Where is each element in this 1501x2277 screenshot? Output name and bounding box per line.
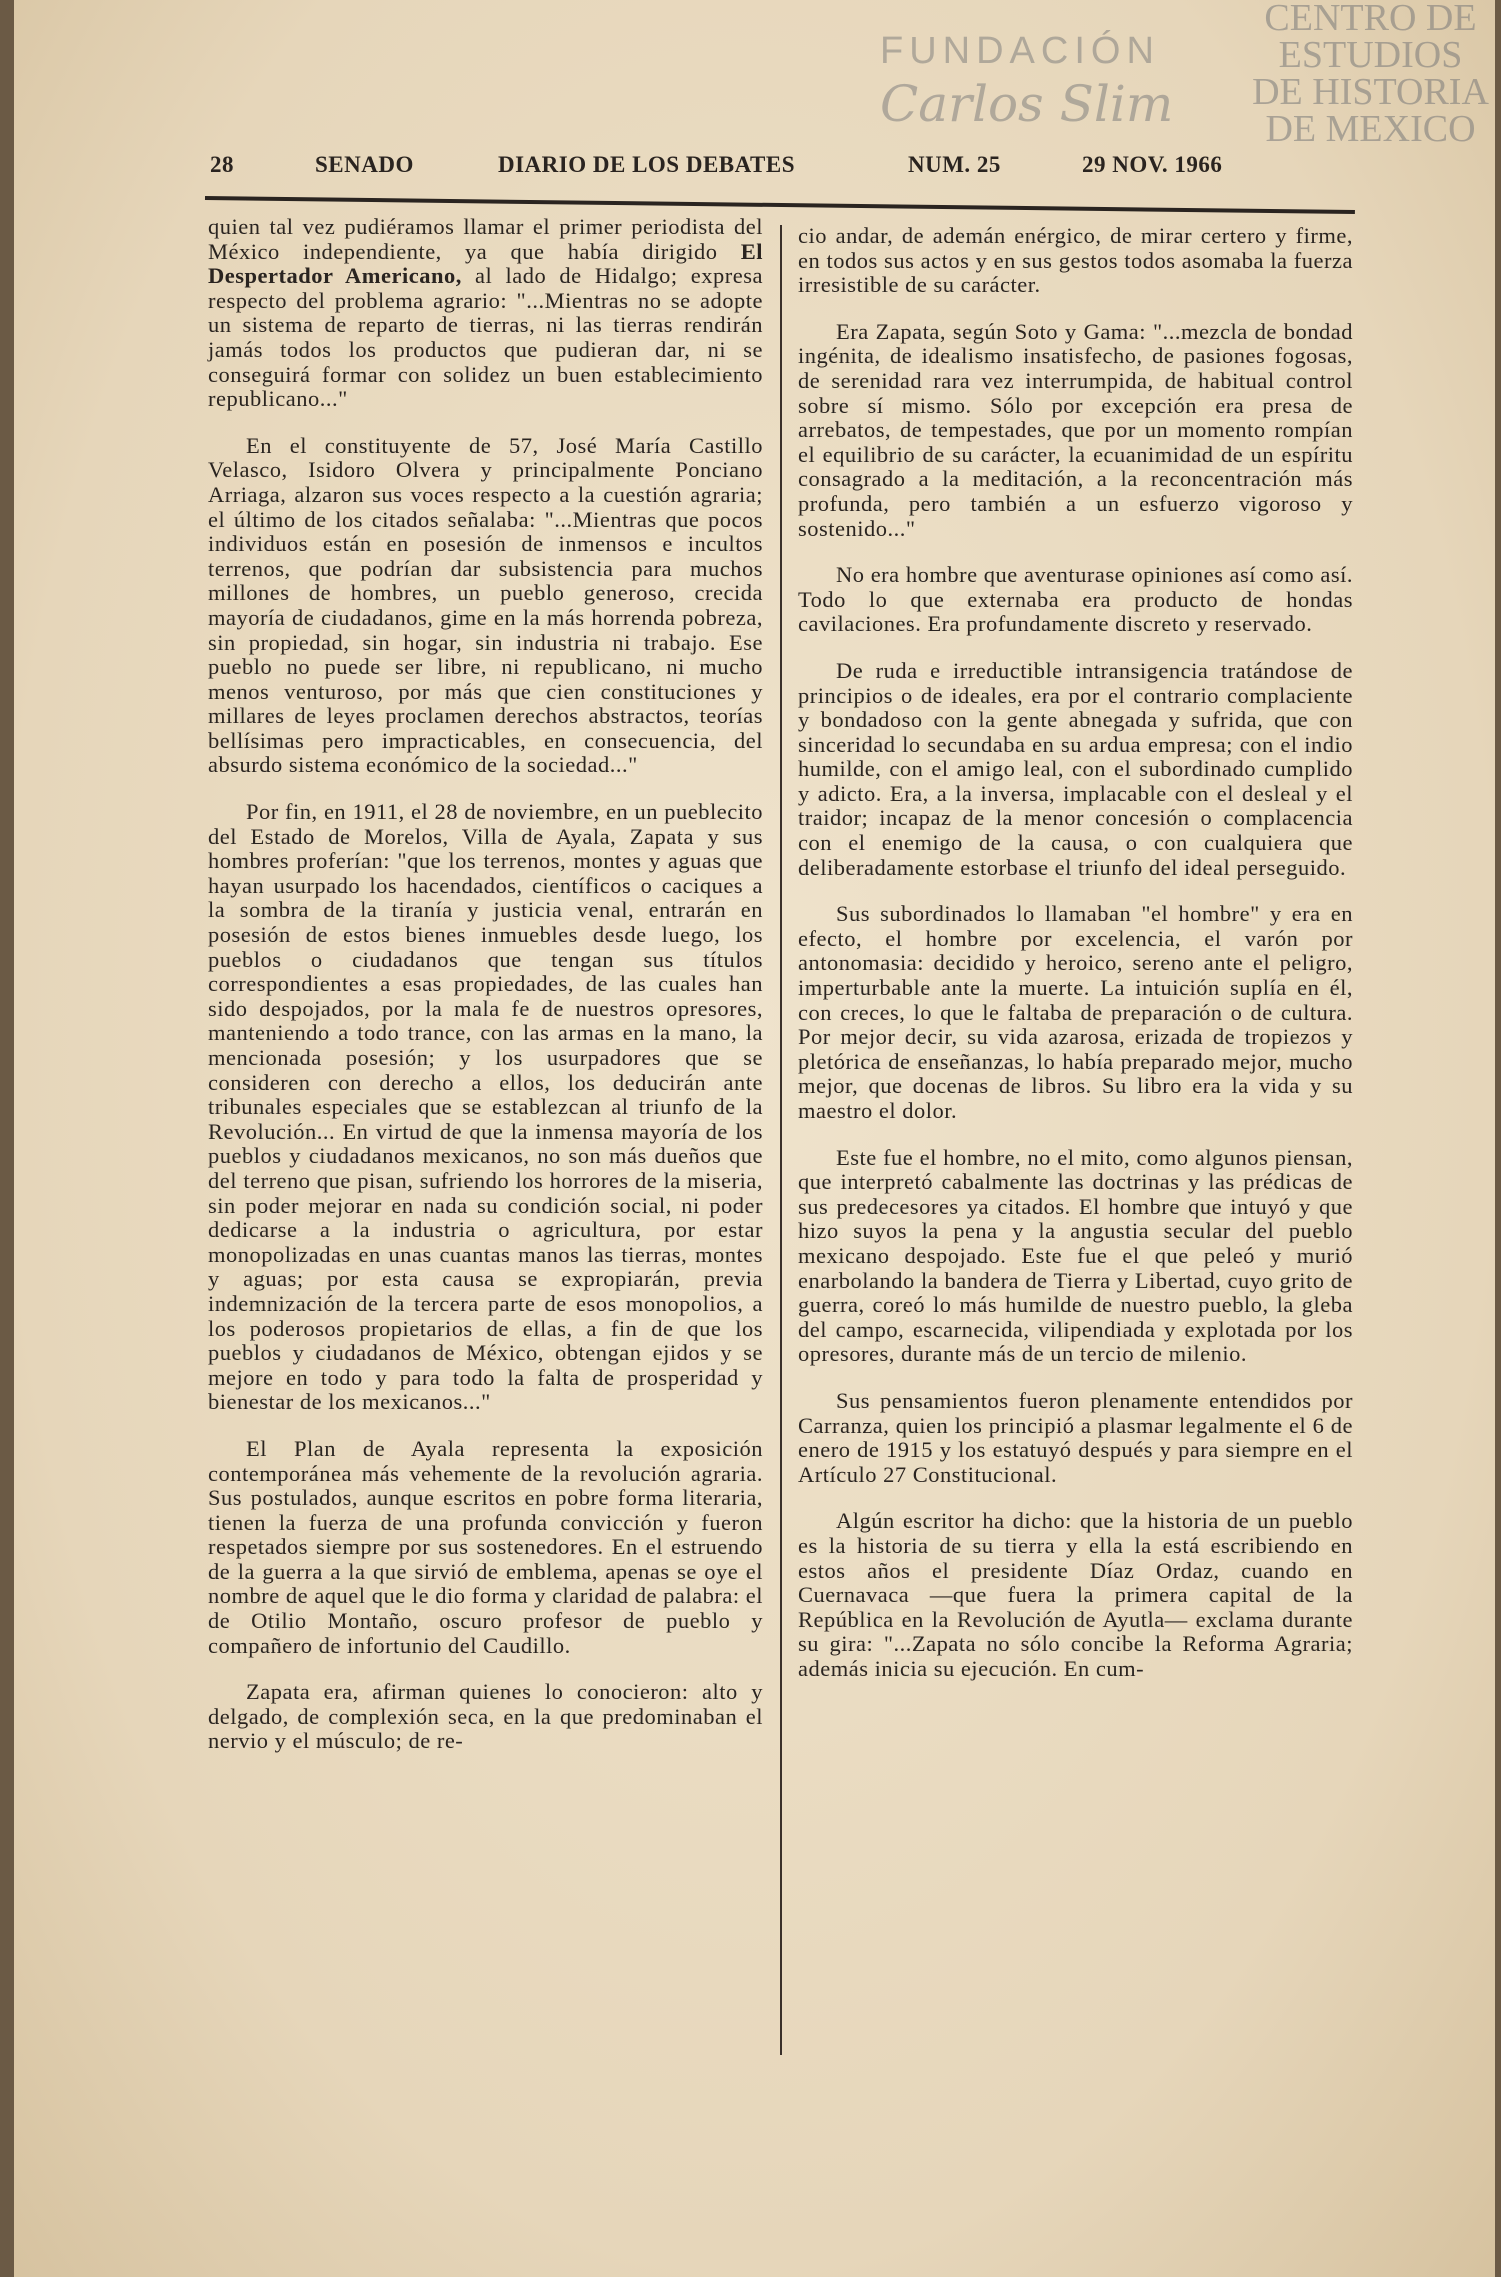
left-column: [208, 215, 763, 1776]
header-rule: [205, 196, 1355, 214]
left-paragraph-1: [208, 215, 763, 412]
right-paragraph-1: cio andar, de ademán enérgico, de mirar certero y firme, en todos sus actos y en sus gestos todos asomaba la fuerza irresistible de su carácter.: [798, 223, 1353, 298]
text: quien tal vez pudiéramos llamar el primer periodista del México independiente, ya que había dirigido: [208, 214, 763, 264]
left-paragraph-4: El Plan de Ayala representa la exposición contemporánea más vehemente de la revolución agraria. Sus postulados, aunque escritos en pobre forma literaria, tienen la fuerza de una profunda convicción y fueron respetados siempre por sus sostenedores. En el estruendo de la guerra a la que sirvió de emblema, apenas se oye el nombre de aquel que le dio forma y claridad de palabra: el de Otilio Montaño, oscuro profesor de pueblo y compañero de infortunio del Caudillo.: [208, 1435, 763, 1658]
page-edge-left: [0, 0, 14, 2277]
chamber: SENADO: [315, 152, 414, 177]
page-edge-right: [1495, 0, 1501, 2277]
newspaper-name: El Despertador Americano,: [208, 238, 763, 289]
watermark-centro: [1248, 0, 1493, 148]
page-header: [200, 152, 1260, 192]
issue-date: 29 NOV. 1966: [1082, 152, 1223, 177]
right-paragraph-7: Sus pensamientos fueron plenamente entendidos por Carranza, quien los principió a plasmar legalmente el 6 de enero de 1915 y los estatuyó después y para siempre en el Artículo 27 Constitucional.: [798, 1387, 1353, 1487]
issue-number: NUM. 25: [908, 152, 1001, 177]
left-paragraph-3: Por fin, en 1911, el 28 de noviembre, en un pueblecito del Estado de Morelos, Villa de Ayala, Zapata y sus hombres proferían: "que los terrenos, montes y aguas que hayan usurpado los hacendados, científicos o caciques a la sombra de la tiranía y justicia venal, entrarán en posesión de estos bienes inmuebles desde luego, los pueblos o ciudadanos que tengan sus títulos correspondientes a esas propiedades, de las cuales han sido despojados, por la mala fe de nuestros opresores, manteniendo a todo trance, con las armas en la mano, la mencionada posesión; y los usurpadores que se consideren con derecho a ellos, los deducirán ante tribunales especiales que se establezcan al triunfo de la Revolución... En virtud de que la inmensa mayoría de los pueblos y ciudadanos mexicanos, no son más dueños que del terreno que pisan, sufriendo los horrores de la miseria, sin poder mejorar en nada su condición social, ni poder dedicarse a la industria o agricultura, por estar monopolizadas en unas cuantas manos las tierras, montes y aguas; por esta causa se expropiarán, previa indemnización de la tercera parte de esos monopolios, a los poderosos propietarios de ellas, a fin de que los pueblos y ciudadanos de México, obtengan ejidos y se mejore en todo y para todo la falta de prosperidad y bienestar de los mexicanos...": [208, 799, 763, 1415]
watermark-line: DE MEXICO: [1265, 108, 1476, 150]
right-paragraph-6: Este fue el hombre, no el mito, como algunos piensan, que interpretó cabalmente las doctrinas y las prédicas de sus predecesores ya citados. El hombre que intuyó y que hizo suyos la pena y la angustia secular del pueblo mexicano despojado. Este fue el que peleó y murió enarbolando la bandera de Tierra y Libertad, cuyo grito de guerra, coreó lo más humilde de nuestro pueblo, la gleba del campo, escarnecida, vilipendiada y explotada por los opresores, durante más de un tercio de milenio.: [798, 1144, 1353, 1367]
column-divider: [780, 225, 782, 2055]
publication-title: DIARIO DE LOS DEBATES: [498, 152, 796, 177]
right-column: [798, 224, 1353, 1703]
right-paragraph-4: De ruda e irreductible intransigencia tratándose de principios o de ideales, era por el contrario complaciente y bondadoso con la gente abnegada y sufrida, que con sinceridad lo secundaba en su ardua empresa; con el indio humilde, con el amigo leal, con el subordinado cumplido y adicto. Era, a la inversa, implacable con el desleal y el traidor; incapaz de la menor concesión o complacencia con el enemigo de la causa, o con cualquiera que deliberadamente estorbase el triunfo del ideal perseguido.: [798, 657, 1353, 880]
right-paragraph-5: Sus subordinados lo llamaban "el hombre" y era en efecto, el hombre por excelencia, el varón por antonomasia: decidido y heroico, sereno ante el peligro, imperturbable ante la muerte. La intuición suplía en él, con creces, lo que le faltaba de preparación o de cultura. Por mejor decir, su vida azarosa, erizada de tropiezos y pletórica de enseñanzas, lo había preparado mejor, mucho mejor, que docenas de libros. Su libro era la vida y su maestro el dolor.: [798, 901, 1353, 1123]
watermark-signature: Carlos Slim: [880, 75, 1174, 133]
page-number: 28: [210, 152, 234, 177]
text: al lado de Hidalgo; expresa respecto del problema agrario: "...Mientras no se adopte un sistema de reparto de tierras, ni las tierras rendirán jamás todos los productos que pudieran dar, ni se conseguirá formar con solidez un buen establecimiento republicano...": [208, 263, 763, 412]
left-paragraph-5: Zapata era, afirman quienes lo conocieron: alto y delgado, de complexión seca, en la que predominaban el nervio y el músculo; de re-: [208, 1679, 763, 1754]
watermark-line: CENTRO DE: [1264, 0, 1477, 39]
right-paragraph-3: No era hombre que aventurase opiniones así como así. Todo lo que externaba era producto de hondas cavilaciones. Era profundamente discreto y reservado.: [798, 562, 1353, 637]
right-paragraph-2: Era Zapata, según Soto y Gama: "...mezcla de bondad ingénita, de idealismo insatisfecho, de pasiones fogosas, de serenidad rara vez interrumpida, de habitual control sobre sí mismo. Sólo por excepción era presa de arrebatos, de tempestades, que por un momento rompían el equilibrio de su carácter, la ecuanimidad de un espíritu consagrado a la meditación, a la reconcentración más profunda, pero también a un esfuerzo vigoroso y sostenido...": [798, 318, 1353, 541]
watermark-fundacion: FUNDACIÓN: [880, 30, 1160, 72]
left-paragraph-2: En el constituyente de 57, José María Castillo Velasco, Isidoro Olvera y principalmente Ponciano Arriaga, alzaron sus voces respecto a la cuestión agraria; el último de los citados señalaba: "...Mientras que pocos individuos están en posesión de inmensos e incultos terrenos, que podrían dar subsistencia para muchos millones de hombres, un pueblo generoso, crecida mayoría de ciudadanos, gime en la más horrenda pobreza, sin propiedad, sin hogar, sin industria ni trabajo. Ese pueblo no puede ser libre, ni republicano, ni mucho menos venturoso, por más que cien constituciones y millares de leyes proclamen derechos abstractos, teorías bellísimas pero impracticables, en consecuencia, del absurdo sistema económico de la sociedad...": [208, 432, 763, 778]
watermark-line: ESTUDIOS: [1278, 34, 1463, 76]
right-paragraph-8: Algún escritor ha dicho: que la historia de un pueblo es la historia de su tierra y ella la está escribiendo en estos años el presidente Díaz Ordaz, cuando en Cuernavaca —que fuera la primera capital de la República en la Revolución de Ayutla— exclama durante su gira: "...Zapata no sólo concibe la Reforma Agraria; además inicia su ejecución. En cum-: [798, 1508, 1353, 1681]
watermark-line: DE HISTORIA: [1252, 71, 1489, 113]
